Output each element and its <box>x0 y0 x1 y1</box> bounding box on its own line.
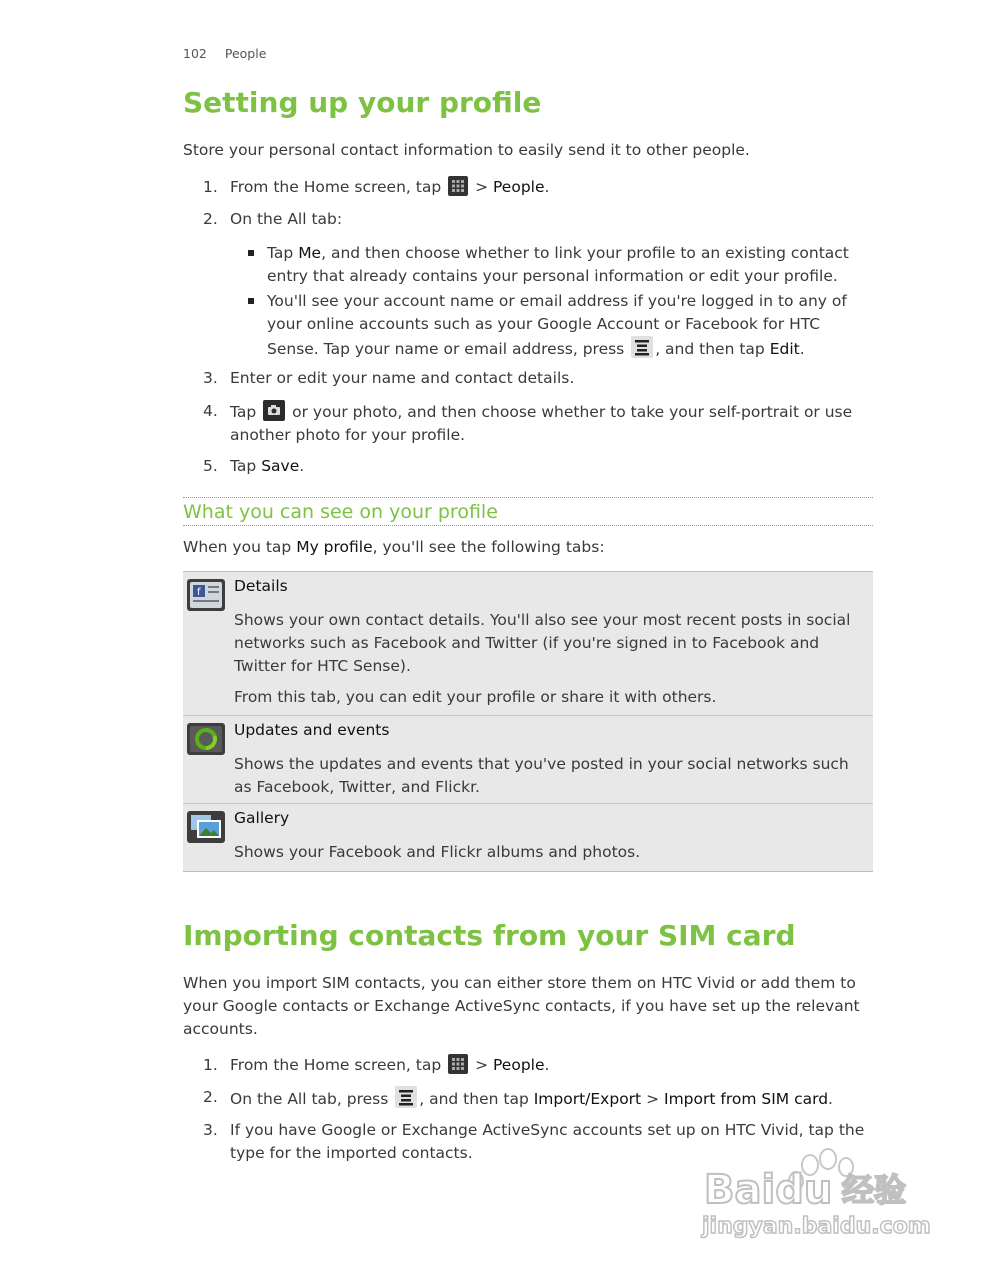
svg-text:经验: 经验 <box>842 1171 907 1209</box>
tab-title: Updates and events <box>234 721 390 739</box>
updates-tab-icon <box>187 723 225 755</box>
page-number: 102 <box>183 46 207 61</box>
tab-description: Shows your Facebook and Flickr albums and photos. <box>234 843 641 861</box>
all-apps-icon <box>448 1054 468 1074</box>
divider-bottom <box>183 525 873 526</box>
table-row <box>183 572 873 715</box>
divider-top <box>183 497 873 498</box>
page-header <box>183 46 266 61</box>
baidu-watermark-logo <box>700 1145 940 1245</box>
menu-icon <box>395 1086 417 1108</box>
section-title-profile: Setting up your profile <box>183 86 542 119</box>
all-apps-icon <box>448 176 468 196</box>
tab-title: Details <box>234 577 288 595</box>
section2-intro: When you import SIM contacts, you can either store them on HTC Vivid or add them to your Google contacts or Exchange ActiveSync contacts, if you have set up the relevant accounts. <box>183 974 860 1038</box>
details-tab-icon <box>187 579 225 611</box>
svg-text:jingyan.baidu.com: jingyan.baidu.com <box>702 1214 931 1239</box>
camera-icon <box>263 400 285 421</box>
menu-icon <box>631 336 653 358</box>
tab-title: Gallery <box>234 809 290 827</box>
section-title-sim: Importing contacts from your SIM card <box>183 919 796 952</box>
section-intro: Store your personal contact information to easily send it to other people. <box>183 141 750 159</box>
table-row <box>183 715 873 804</box>
tab-description: Shows your own contact details. You'll also see your most recent posts in social networks such as Facebook and Twitter (if you're signed in to Facebook and Twitter for HTC Sense). <box>234 611 851 675</box>
tab-description-extra: From this tab, you can edit your profile or share it with others. <box>234 688 717 706</box>
gallery-tab-icon <box>187 811 225 843</box>
profile-tabs-table <box>183 571 873 872</box>
subsection-intro: When you tap My profile, you'll see the following tabs: <box>183 538 605 556</box>
svg-text:f: f <box>197 587 201 598</box>
svg-text:Baidu: Baidu <box>704 1167 833 1213</box>
tab-description: Shows the updates and events that you've posted in your social networks such as Facebook, Twitter, and Flickr. <box>234 755 849 796</box>
section-name: People <box>224 46 267 61</box>
table-row <box>183 803 873 872</box>
subsection-title: What you can see on your profile <box>183 501 498 523</box>
